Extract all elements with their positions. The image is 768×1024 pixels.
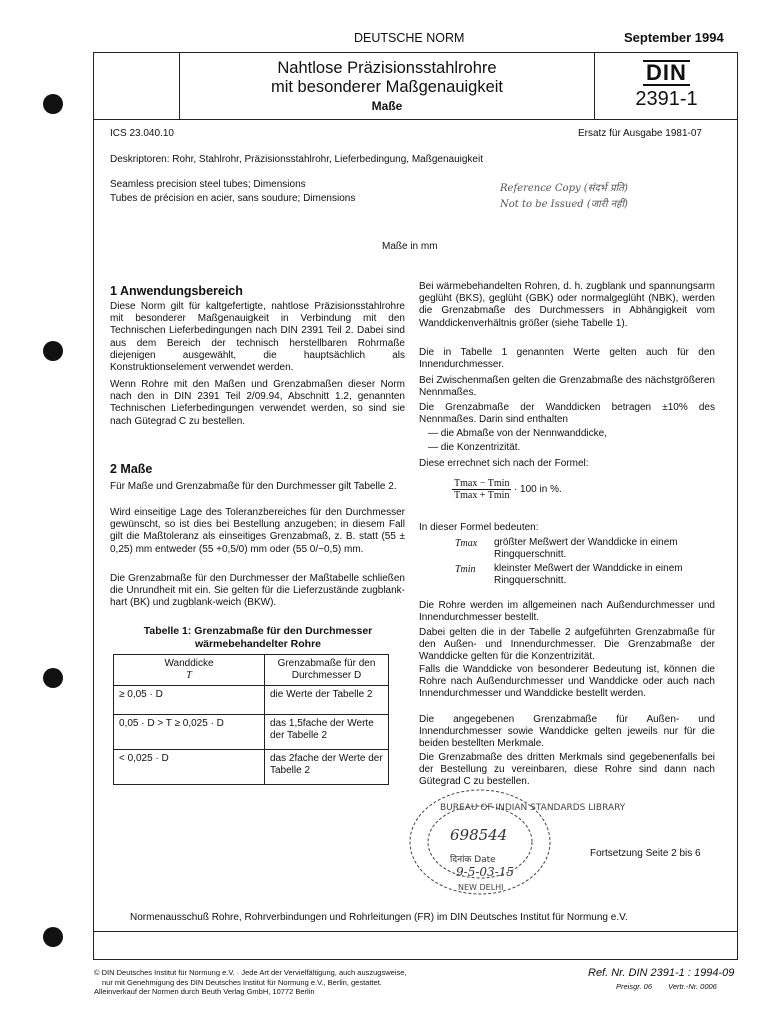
stamp-ring-text: BUREAU OF INDIAN STANDARDS LIBRARY	[440, 803, 626, 813]
col2-paragraph-3: Bei Zwischenmaßen gelten die Grenzabmaße des nächstgrößeren Nennmaßes.	[419, 375, 715, 399]
formula-fraction	[452, 478, 511, 501]
copyright-notice	[94, 968, 407, 997]
title-line-3: Maße	[371, 99, 403, 113]
section-2-paragraph-2: Wird einseitige Lage des Toleranzbereiches für den Durchmesser gewünscht, so ist dies bei Bestellung anzugeben; in diesem Fall gilt die Maßtoleranz als einseitiges Grenzabmaß, z. B. statt (55 ± 0,25) mm entweder (55 +0,5/0) mm oder (55 0/−0,5) mm.	[110, 507, 405, 555]
formula-denominator: Tmax + Tmin	[454, 490, 510, 501]
col2-paragraph-10: Die angegebenen Grenzabmaße für Außen- und Innendurchmesser sowie Wanddicke gelten jeweils nur für die beiden bestellten Merkmale.	[419, 714, 715, 750]
definition-symbol: Tmin	[455, 564, 476, 575]
din-block	[595, 53, 738, 111]
handwritten-note	[500, 181, 628, 213]
section-1-paragraph-2: Wenn Rohre mit den Maßen und Grenzabmaßen dieser Norm nach den in DIN 2391 Teil 2/09.94, Abschnitt 1.2, genannten Technischen Lieferbedingungen verwendet werden, so sind sie nach Gütegrad C zu bestellen.	[110, 379, 405, 427]
copyright-line-3: Alleinverkauf der Normen durch Beuth Verlag GmbH, 10772 Berlin	[94, 987, 315, 996]
list-item: — die Abmaße von der Nennwanddicke,	[428, 428, 607, 439]
formula-tail: · 100 in %.	[513, 483, 562, 495]
ics-code: ICS 23.040.10	[110, 128, 174, 139]
section-2-paragraph-1: Für Maße und Grenzabmaße für den Durchmesser gilt Tabelle 2.	[110, 481, 397, 492]
col2-paragraph-11: Die Grenzabmaße des dritten Merkmals sind gegebenenfalls bei der Bestellung zu vereinbaren, diese Rohre sind dann nach Gütegrad C zu bestellen.	[419, 752, 715, 788]
price-group-value: Preisgr. 06	[616, 982, 652, 991]
caption-line-1: Tabelle 1: Grenzabmaße für den Durchmesser	[143, 625, 373, 637]
din-logo: DIN	[643, 60, 690, 86]
section-2-heading: 2 Maße	[110, 462, 153, 476]
handnote-line-1: Reference Copy (संदर्भ प्रति)	[500, 183, 628, 194]
title-line-2: mit besonderer Maßgenauigkeit	[270, 78, 504, 96]
definition-text: kleinster Meßwert der Wanddicke in einem Ringquerschnitt.	[494, 563, 683, 587]
table-row	[114, 686, 389, 715]
table-row	[114, 750, 389, 785]
table-cell: 0,05 · D > T ≥ 0,025 · D	[114, 715, 265, 750]
col2-paragraph-4: Die Grenzabmaße der Wanddicken betragen ±10% des Nennmaßes. Darin sind enthalten	[419, 402, 715, 426]
stamp-city: NEW DELHI	[458, 883, 504, 892]
title-line-1: Nahtlose Präzisionsstahlrohre	[277, 59, 497, 77]
table-header-cell	[114, 655, 265, 686]
price-group	[616, 982, 717, 991]
publication-date: September 1994	[624, 30, 724, 45]
definition-symbol: Tmax	[455, 538, 478, 549]
table-row	[114, 715, 389, 750]
col2-paragraph-2: Die in Tabelle 1 genannten Werte gelten auch für den Innendurchmesser.	[419, 347, 715, 371]
table-1-caption	[110, 625, 406, 650]
table-cell: die Werte der Tabelle 2	[265, 686, 389, 715]
document-title	[180, 59, 594, 113]
handnote-line-2: Not to be Issued (जारी नहीं)	[500, 199, 628, 210]
table-1	[113, 654, 389, 785]
copyright-line-2: nur mit Genehmigung des DIN Deutsches Institut für Normung e.V., Berlin, gestattet.	[102, 977, 382, 987]
table-cell: das 1,5fache der Werte der Tabelle 2	[265, 715, 389, 750]
distribution-number: Vertr.-Nr. 0006	[668, 982, 717, 991]
table-header-cell: Grenzabmaße für den Durchmesser D	[265, 655, 389, 686]
col2-paragraph-5: Diese errechnet sich nach der Formel:	[419, 458, 589, 469]
section-1-paragraph-1: Diese Norm gilt für kaltgefertigte, nahtlose Präzisionsstahlrohre mit besonderer Maßgenauigkeit in Verbindung mit den Technischen Lieferbedingungen nach DIN 2391 Teil 2. Dabei sind aus dem Bereich der technisch herstellbaren Rohrmaße diejenigen ausgewählt, die hauptsächlich als Konstruktionselement verwendet werden.	[110, 301, 405, 374]
col2-paragraph-9: Falls die Wanddicke von besonderer Bedeutung ist, können die Rohre nach Außendurchmesser und Wanddicke oder auch nach Innendurchmesser und Wanddicke bestellt werden.	[419, 664, 715, 700]
stamp-number: 698544	[450, 826, 508, 844]
header-wanddicke: Wanddicke	[164, 658, 214, 669]
header-symbol: T	[186, 670, 192, 681]
descriptors: Deskriptoren: Rohr, Stahlrohr, Präzisionsstahlrohr, Lieferbedingung, Maßgenauigkeit	[110, 154, 483, 165]
punch-hole-4	[43, 927, 63, 947]
col2-paragraph-7: Die Rohre werden im allgemeinen nach Außendurchmesser und Innendurchmesser bestellt.	[419, 600, 715, 624]
table-cell: das 2fache der Werte der Tabelle 2	[265, 750, 389, 785]
col2-paragraph-8: Dabei gelten die in der Tabelle 2 aufgeführten Grenzabmaße für den Außen- und Innendurchmesser. Die Grenzabmaße der Wanddicke gelten für die Konzentrizität.	[419, 627, 715, 663]
list-item: — die Konzentrizität.	[428, 442, 521, 453]
table-header-row	[114, 655, 389, 686]
divider	[94, 931, 737, 932]
stamp-date-label: दिनांक Date	[450, 855, 496, 865]
table-cell: ≥ 0,05 · D	[114, 686, 265, 715]
din-number: 2391-1	[635, 88, 698, 110]
col2-paragraph-6: In dieser Formel bedeuten:	[419, 522, 539, 533]
caption-line-2: wärmebehandelter Rohre	[194, 637, 322, 650]
punch-hole-2	[43, 341, 63, 361]
table-cell: < 0,025 · D	[114, 750, 265, 785]
copyright-line-1: © DIN Deutsches Institut für Normung e.V. · Jede Art der Vervielfältigung, auch auszugsweise,	[94, 968, 407, 977]
col2-paragraph-1: Bei wärmebehandelten Rohren, d. h. zugblank und spannungsarm geglüht (BKS), geglüht (GBK) oder normalgeglüht (NBK), werden die Grenzabmaße des Durchmessers in Abhängigkeit vom Wanddickenverhältnis größer (siehe Tabelle 1).	[419, 281, 715, 329]
punch-hole-3	[43, 668, 63, 688]
replaces-edition: Ersatz für Ausgabe 1981-07	[578, 128, 702, 139]
punch-hole-1	[43, 94, 63, 114]
reference-number: Ref. Nr. DIN 2391-1 : 1994-09	[588, 967, 735, 979]
stamp-date-value: 9-5-03-15	[456, 865, 514, 879]
units-note: Maße in mm	[382, 241, 438, 252]
committee-line: Normenausschuß Rohre, Rohrverbindungen und Rohrleitungen (FR) im DIN Deutsches Institut für Normung e.V.	[130, 912, 628, 923]
concentricity-formula	[452, 478, 562, 501]
formula-numerator: Tmax − Tmin	[454, 478, 510, 489]
english-title: Seamless precision steel tubes; Dimensions	[110, 179, 306, 190]
library-stamp	[398, 780, 626, 898]
french-title: Tubes de précision en acier, sans soudure; Dimensions	[110, 193, 356, 204]
definition-text: größter Meßwert der Wanddicke in einem Ringquerschnitt.	[494, 537, 678, 561]
divider	[94, 119, 737, 120]
continuation-note: Fortsetzung Seite 2 bis 6	[590, 848, 701, 859]
section-1-heading: 1 Anwendungsbereich	[110, 284, 243, 298]
section-2-paragraph-3: Die Grenzabmaße für den Durchmesser der Maßtabelle schließen die Unrundheit mit ein. Sie gelten für die Lieferzustände zugblank-hart (BK) und zugblank-weich (BKW).	[110, 573, 405, 609]
norm-type-label: DEUTSCHE NORM	[354, 31, 465, 45]
